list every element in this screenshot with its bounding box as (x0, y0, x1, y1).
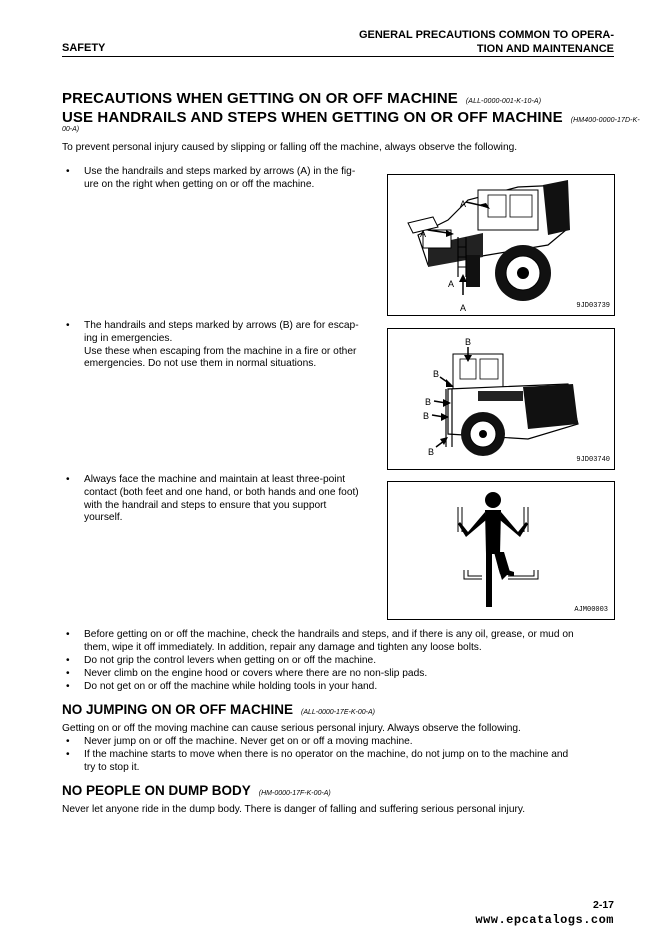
arrow-marker-a: A (420, 229, 427, 239)
page-number: 2-17 (592, 899, 614, 911)
arrow-marker-a: A (448, 279, 455, 289)
arrow-marker-b: B (433, 369, 440, 379)
dump-truck-illustration (388, 175, 614, 315)
figure-three-point-contact (387, 481, 615, 620)
main-heading: PRECAUTIONS WHEN GETTING ON OR OFF MACHINE (ALL-0000-001-K-10-A) (62, 90, 542, 107)
person-climbing-illustration (388, 482, 614, 619)
bullet-handrails-a: • Use the handrails and steps marked by arrows (A) in the fig- ure on the right when getting on or off the machine. (66, 166, 356, 190)
bullet-machine-starts: • If the machine starts to move when there is no operator on the machine, do not jump on to the machine and try to stop it. (66, 749, 569, 773)
watermark-link[interactable]: www.epcatalogs.com (475, 913, 614, 927)
figure-dump-truck-side (387, 174, 615, 316)
bullet-handrails-b: • The handrails and steps marked by arrows (B) are for escap- ing in emergencies. Use these when escaping from the machine in a fire or other emergencies. Do not use them in normal situations. (66, 320, 359, 370)
bullet-holding-tools: • Do not get on or off the machine while holding tools in your hand. (66, 681, 378, 692)
figure-label: 9JD03739 (576, 302, 610, 310)
bullet-control-levers: • Do not grip the control levers when getting on or off the machine. (66, 655, 377, 666)
dump-truck-rear-illustration (388, 329, 614, 469)
chapter-title: GENERAL PRECAUTIONS COMMON TO OPERA- TION AND MAINTENANCE (358, 29, 614, 55)
bullet-engine-hood: • Never climb on the engine hood or covers where there are no non-slip pads. (66, 668, 428, 679)
arrow-marker-b: B (465, 337, 472, 347)
no-jumping-intro: Getting on or off the moving machine can cause serious personal injury. Always observe the following. (62, 723, 521, 734)
bullet-check-handrails: • Before getting on or off the machine, check the handrails and steps, and if there is any oil, grease, or mud on them, wipe it off immediately. In addition, repair any damage and tighten any loose bolts. (66, 629, 574, 653)
section-label: SAFETY (62, 42, 106, 54)
section-heading-no-jumping: NO JUMPING ON OR OFF MACHINE (ALL-0000-17E-K-00-A) (62, 702, 375, 717)
header-rule (62, 56, 614, 57)
figure-label: 9JD03740 (576, 456, 610, 464)
section-heading-dump-body: NO PEOPLE ON DUMP BODY (HM-0000-17F-K-00-A) (62, 783, 331, 798)
arrow-marker-a: A (460, 303, 467, 313)
bullet-never-jump: • Never jump on or off the machine. Never get on or off a moving machine. (66, 736, 413, 747)
arrow-marker-a: A (460, 199, 467, 209)
arrow-marker-b: B (425, 397, 432, 407)
arrow-marker-b: B (423, 411, 430, 421)
intro-paragraph: To prevent personal injury caused by slipping or falling off the machine, always observe the following. (62, 142, 518, 153)
figure-label: AJM00003 (574, 606, 608, 614)
dump-body-paragraph: Never let anyone ride in the dump body. There is danger of falling and suffering serious personal injury. (62, 804, 526, 815)
figure-dump-truck-rear (387, 328, 615, 470)
sub-heading-code-cont: 00-A) (62, 126, 80, 133)
sub-heading: USE HANDRAILS AND STEPS WHEN GETTING ON OR OFF MACHINE (HM400-0000-17D-K- (62, 109, 640, 126)
bullet-three-point: • Always face the machine and maintain at least three-point contact (both feet and one hand, or both hands and one foot) with the handrail and steps to ensure that you support yourself. (66, 474, 359, 524)
arrow-marker-b: B (428, 447, 435, 457)
